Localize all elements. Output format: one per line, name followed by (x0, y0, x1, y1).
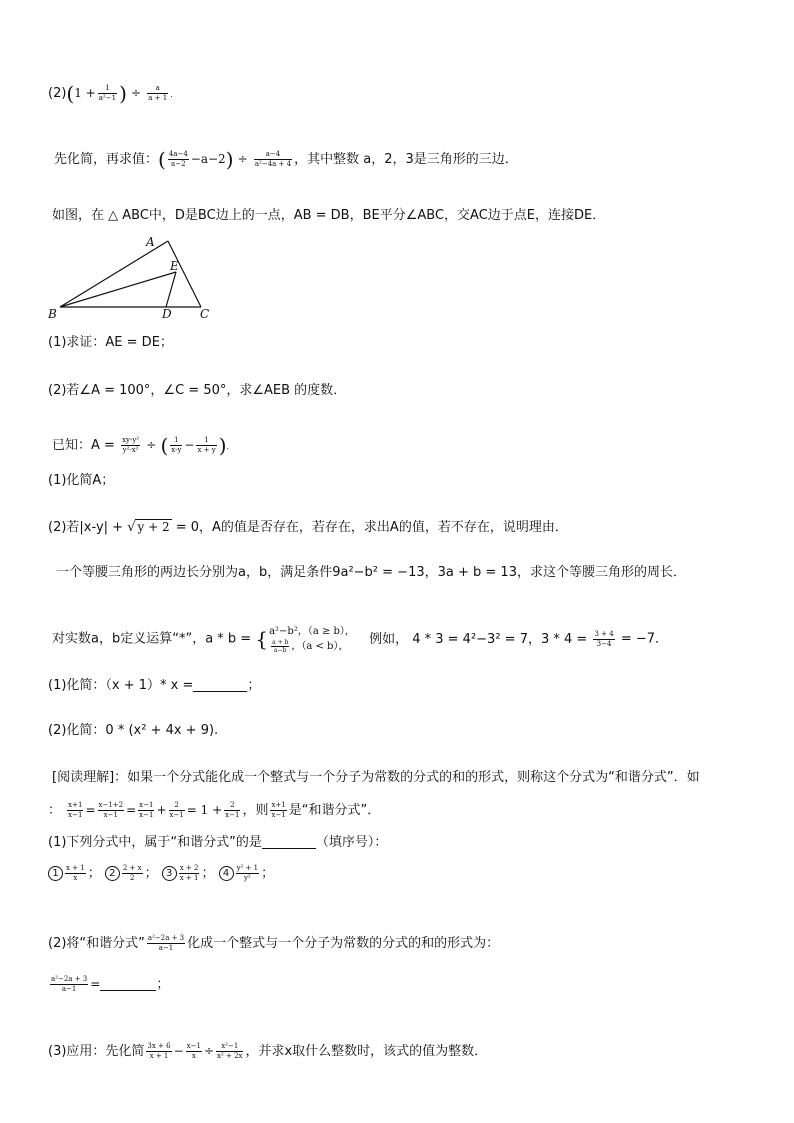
option-marker-3: 3 (162, 866, 177, 881)
answer-blank[interactable] (193, 677, 247, 692)
vertex-label-c: C (200, 307, 210, 321)
piecewise-definition: a²−b²，（a ≥ b）， $\frac{a + b}{a-b}$ ，（a < b）， (269, 625, 355, 654)
answer-blank[interactable] (100, 976, 156, 991)
vertex-label-e: E (170, 259, 179, 273)
fraction: $\frac{a}{a + 1}$ (148, 84, 168, 102)
problem-3-q2: (2)若∠A = 100°，∠C = 50°，求∠AEB 的度数． (48, 383, 347, 398)
problem-6-q1: (1)化简：（x + 1）* x = ； (48, 678, 261, 693)
problem-7-q3: (3)应用：先化简 $\frac{3x + 6}{x + 1}$ − $\frac{x-1}{x}$ ÷ $\frac{\text{x²−1}}{\text{x² + 2x}}$ ，并求x取什么整数时，该式的值为整数． (48, 1042, 488, 1060)
problem-1-expression: (2)(1 + $\frac{1}{\text{a²−1}}$ ) ÷ $\frac{a}{a + 1}$ . (48, 81, 173, 106)
option-marker-1: 1 (48, 866, 63, 881)
fraction: $\frac{\text{xy-y²}}{\text{y²-x²}}$ (122, 436, 140, 454)
problem-2: 先化简，再求值：( $\frac{4a-4}{a-2}$ −a−2) ÷ $\frac{a-4}{\text{a²−4a + 4}}$ ，其中整数 a，2，3是三角形的三边． (54, 147, 518, 172)
problem-4: 已知：A = $\frac{\text{xy-y²}}{\text{y²-x²}}$ ÷ ( $\frac{1}{x-y}$ − $\frac{1}{x + y}$ ). (52, 433, 230, 458)
problem-7-example: ： $\frac{x+1}{x-1}$ = $\frac{x-1+2}{x-1}$ = $\frac{x-1}{x-1}$ + $\frac{2}{x-1}$ = 1 + $\frac{2}{x-1}$ ，则 $\frac{x+1}{x-1}$ 是“和谐分式”． (48, 801, 381, 819)
fraction: $\frac{3 + 4}{3-4}$ (594, 629, 614, 648)
problem-7-q1: (1)下列分式中，属于“和谐分式”的是 （填序号）： (48, 835, 388, 850)
problem-4-q2: (2)若|x-y| + √ y + 2 = 0，A的值是否存在，若存在，求出A的值，若不存在，说明理由． (48, 520, 568, 535)
fraction: $\frac{1}{x + y}$ (197, 436, 216, 454)
problem-6: 对实数a，b定义运算“*”，a * b = { a²−b²，（a ≥ b）， $\frac{a + b}{a-b}$ ，（a < b）， 例如， 4 * 3 = 4²−3² = 7，3 * 4 = $\frac{3 + 4}{3-4}$ = −7． (52, 625, 669, 654)
option-marker-2: 2 (105, 866, 120, 881)
problem-7-q2: (2)将“和谐分式” $\frac{\text{a²−2a + 3}}{a-1}$ 化成一个整式与一个分子为常数的分式的和的形式为： (48, 934, 500, 952)
triangle-figure (44, 234, 214, 324)
problem-3-q1: (1)求证：AE = DE； (48, 335, 173, 350)
fraction: $\frac{1}{x-y}$ (171, 436, 182, 454)
problem-4-q1: (1)化简A； (48, 473, 115, 488)
fraction: $\frac{a-4}{\text{a²−4a + 4}}$ (254, 150, 292, 168)
fraction: $\frac{4a-4}{a-2}$ (168, 150, 188, 168)
vertex-label-d: D (162, 307, 172, 321)
fraction: $\frac{1}{\text{a²−1}}$ (98, 84, 117, 102)
problem-5: 一个等腰三角形的两边长分别为a，b，满足条件9a²−b² = −13，3a + b = 13，求这个等腰三角形的周长． (56, 565, 686, 580)
answer-blank[interactable] (262, 834, 316, 849)
problem-7-q2-answer: $\frac{\text{a²−2a + 3}}{a-1}$ = ； (51, 975, 170, 993)
problem-7-intro: [阅读理解]：如果一个分式能化成一个整式与一个分子为常数的分式的和的形式，则称这个分式为“和谐分式”．如 (52, 770, 700, 785)
problem-3-intro: 如图，在 △ ABC中，D是BC边上的一点，AB = DB，BE平分∠ABC，交AC边于点E，连接DE． (52, 208, 606, 223)
vertex-label-a: A (146, 235, 155, 249)
problem-7-options: 1 $\frac{x + 1}{x}$ ； 2 $\frac{2 + x}{2}$ ； 3 $\frac{x + 2}{x + 1}$ ； 4 $\frac{\text{y² + 1}}{\text{y²}}$ ； (48, 864, 274, 883)
vertex-label-b: B (48, 307, 57, 321)
problem-6-q2: (2)化简：0 * (x² + 4x + 9). (48, 723, 219, 738)
option-marker-4: 4 (219, 866, 234, 881)
